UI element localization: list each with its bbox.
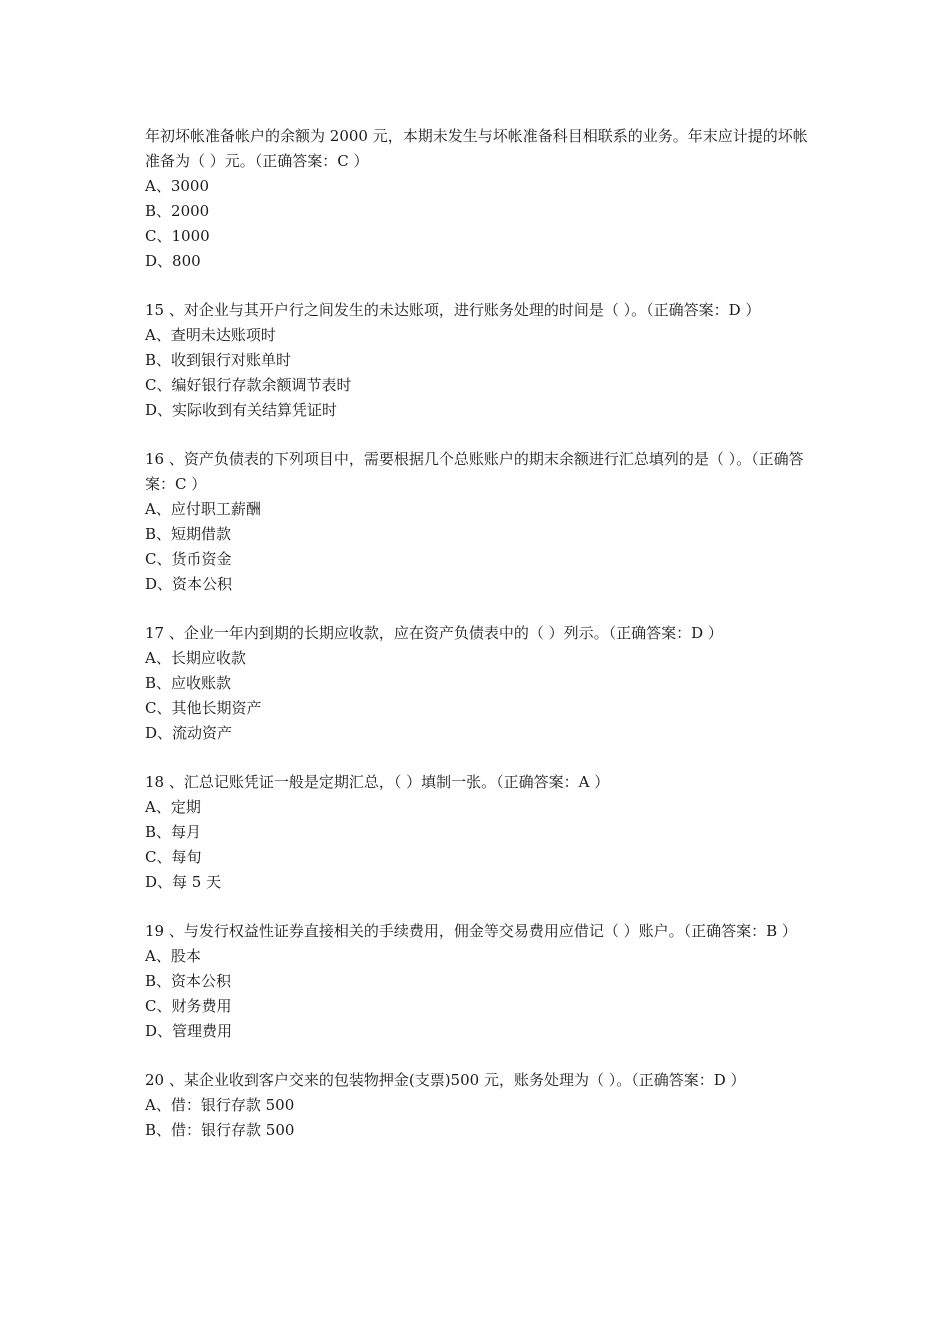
question-15 bbox=[145, 298, 820, 423]
option-b: B、应收账款 bbox=[145, 674, 232, 692]
option-c: C、每旬 bbox=[145, 848, 202, 866]
option-b: B、短期借款 bbox=[145, 525, 232, 543]
option-c: C、1000 bbox=[145, 227, 210, 245]
question-stem: 16 、资产负债表的下列项目中，需要根据几个总账账户的期末余额进行汇总填列的是（ ）。（正确答案：C ） bbox=[145, 450, 804, 493]
option-a: A、应付职工薪酬 bbox=[145, 500, 261, 518]
question-17 bbox=[145, 621, 820, 746]
option-a: A、查明未达账项时 bbox=[145, 326, 276, 344]
option-d: D、资本公积 bbox=[145, 575, 233, 593]
question-stem: 18 、汇总记账凭证一般是定期汇总，（ ）填制一张。（正确答案：A ） bbox=[145, 773, 610, 791]
document-page bbox=[145, 124, 820, 1167]
question-14 bbox=[145, 124, 820, 274]
option-a: A、股本 bbox=[145, 947, 201, 965]
option-c: C、编好银行存款余额调节表时 bbox=[145, 376, 352, 394]
question-18 bbox=[145, 770, 820, 895]
question-stem: 20 、某企业收到客户交来的包装物押金(支票)500 元，账务处理为（ ）。（正确答案：D ） bbox=[145, 1071, 746, 1089]
option-a: A、长期应收款 bbox=[145, 649, 246, 667]
option-a: A、借：银行存款 500 bbox=[145, 1096, 295, 1114]
option-d: D、800 bbox=[145, 252, 201, 270]
option-d: D、流动资产 bbox=[145, 724, 233, 742]
option-d: D、管理费用 bbox=[145, 1022, 233, 1040]
option-b: B、每月 bbox=[145, 823, 202, 841]
question-19 bbox=[145, 919, 820, 1044]
option-b: B、借：银行存款 500 bbox=[145, 1121, 295, 1139]
option-d: D、实际收到有关结算凭证时 bbox=[145, 401, 338, 419]
question-stem: 年初坏帐准备帐户的余额为 2000 元，本期未发生与坏帐准备科目相联系的业务。年末应计提的坏帐准备为（ ）元。（正确答案：C ） bbox=[145, 127, 808, 170]
question-16 bbox=[145, 447, 820, 597]
option-b: B、2000 bbox=[145, 202, 210, 220]
question-stem: 19 、与发行权益性证券直接相关的手续费用，佣金等交易费用应借记（ ）账户。（正确答案：B ） bbox=[145, 922, 797, 940]
option-d: D、每 5 天 bbox=[145, 873, 222, 891]
option-b: B、资本公积 bbox=[145, 972, 232, 990]
question-stem: 17 、企业一年内到期的长期应收款，应在资产负债表中的（ ）列示。（正确答案：D ） bbox=[145, 624, 723, 642]
option-b: B、收到银行对账单时 bbox=[145, 351, 292, 369]
option-c: C、财务费用 bbox=[145, 997, 232, 1015]
option-c: C、货币资金 bbox=[145, 550, 232, 568]
question-stem: 15 、对企业与其开户行之间发生的未达账项，进行账务处理的时间是（ ）。（正确答案：D ） bbox=[145, 301, 761, 319]
question-20 bbox=[145, 1068, 820, 1143]
option-a: A、定期 bbox=[145, 798, 201, 816]
option-a: A、3000 bbox=[145, 177, 210, 195]
option-c: C、其他长期资产 bbox=[145, 699, 262, 717]
